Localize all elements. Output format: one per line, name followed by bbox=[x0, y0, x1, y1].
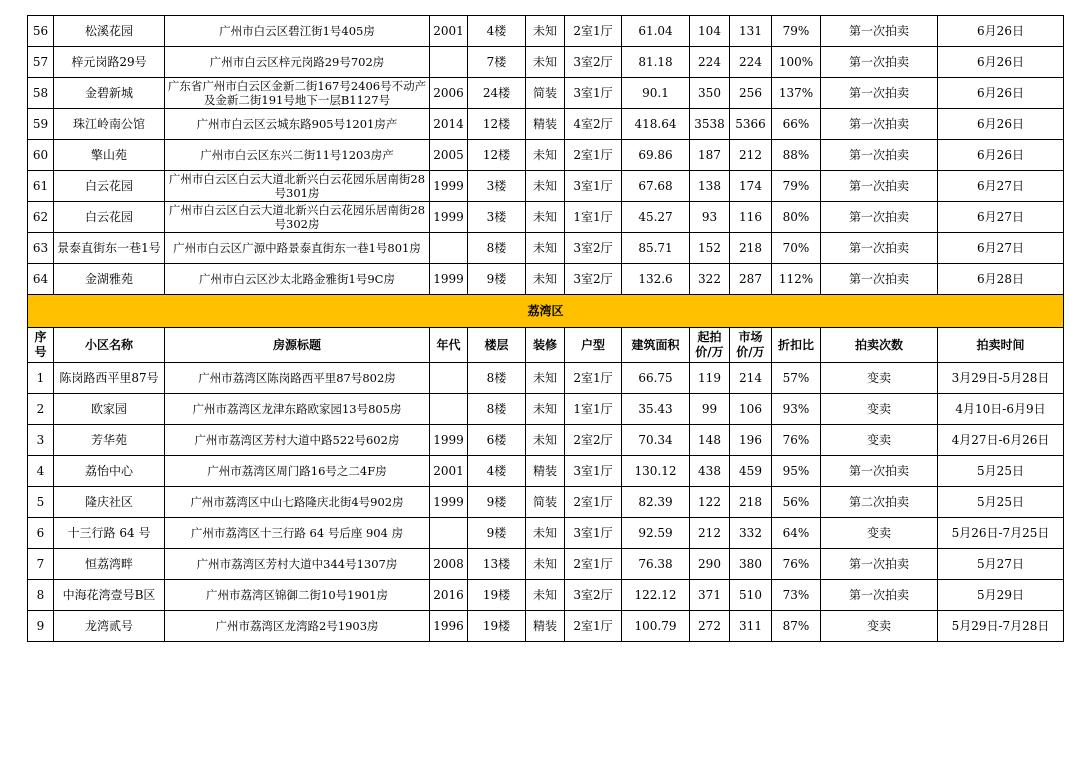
cell-layout: 3室2厅 bbox=[565, 580, 622, 611]
cell-auction-date: 6月26日 bbox=[938, 16, 1064, 47]
cell-name: 梓元岗路29号 bbox=[54, 47, 165, 78]
cell-name: 恒荔湾畔 bbox=[54, 549, 165, 580]
header-market-price: 市场价/万 bbox=[730, 328, 772, 363]
cell-year: 2006 bbox=[430, 78, 468, 109]
cell-market-price: 116 bbox=[730, 202, 772, 233]
cell-auction-date: 5月27日 bbox=[938, 549, 1064, 580]
cell-area: 61.04 bbox=[622, 16, 690, 47]
cell-start-price: 438 bbox=[690, 456, 730, 487]
cell-area: 122.12 bbox=[622, 580, 690, 611]
cell-year: 1999 bbox=[430, 171, 468, 202]
cell-auction-date: 6月26日 bbox=[938, 47, 1064, 78]
cell-deco: 未知 bbox=[526, 518, 565, 549]
cell-name: 白云花园 bbox=[54, 202, 165, 233]
cell-floor: 9楼 bbox=[468, 264, 526, 295]
table-row bbox=[28, 47, 1064, 78]
cell-area: 90.1 bbox=[622, 78, 690, 109]
table-row bbox=[28, 487, 1064, 518]
cell-start-price: 104 bbox=[690, 16, 730, 47]
table-row bbox=[28, 140, 1064, 171]
cell-name: 珠江岭南公馆 bbox=[54, 109, 165, 140]
baiyun-rows bbox=[28, 16, 1064, 295]
cell-layout: 2室2厅 bbox=[565, 425, 622, 456]
cell-area: 418.64 bbox=[622, 109, 690, 140]
cell-title: 广州市白云区白云大道北新兴白云花园乐居南街28号301房 bbox=[165, 171, 430, 202]
cell-auction-date: 4月27日-6月26日 bbox=[938, 425, 1064, 456]
cell-floor: 4楼 bbox=[468, 456, 526, 487]
cell-title: 广州市白云区东兴二街11号1203房产 bbox=[165, 140, 430, 171]
cell-market-price: 256 bbox=[730, 78, 772, 109]
cell-floor: 3楼 bbox=[468, 171, 526, 202]
cell-discount-ratio: 87% bbox=[772, 611, 821, 642]
cell-title: 广州市白云区云城东路905号1201房产 bbox=[165, 109, 430, 140]
cell-name: 芳华苑 bbox=[54, 425, 165, 456]
cell-area: 35.43 bbox=[622, 394, 690, 425]
cell-discount-ratio: 112% bbox=[772, 264, 821, 295]
cell-layout: 2室1厅 bbox=[565, 549, 622, 580]
cell-start-price: 290 bbox=[690, 549, 730, 580]
cell-no: 62 bbox=[28, 202, 54, 233]
cell-area: 81.18 bbox=[622, 47, 690, 78]
cell-floor: 19楼 bbox=[468, 611, 526, 642]
cell-year bbox=[430, 47, 468, 78]
cell-deco: 简装 bbox=[526, 487, 565, 518]
cell-discount-ratio: 79% bbox=[772, 16, 821, 47]
cell-market-price: 332 bbox=[730, 518, 772, 549]
header-layout: 户型 bbox=[565, 328, 622, 363]
cell-floor: 8楼 bbox=[468, 394, 526, 425]
table-row bbox=[28, 202, 1064, 233]
cell-market-price: 212 bbox=[730, 140, 772, 171]
cell-auction-date: 5月29日 bbox=[938, 580, 1064, 611]
cell-floor: 3楼 bbox=[468, 202, 526, 233]
cell-floor: 19楼 bbox=[468, 580, 526, 611]
cell-deco: 未知 bbox=[526, 394, 565, 425]
district-banner-row bbox=[28, 295, 1064, 328]
cell-no: 7 bbox=[28, 549, 54, 580]
cell-start-price: 148 bbox=[690, 425, 730, 456]
cell-floor: 9楼 bbox=[468, 518, 526, 549]
cell-title: 广州市荔湾区芳村大道中344号1307房 bbox=[165, 549, 430, 580]
cell-no: 57 bbox=[28, 47, 54, 78]
cell-discount-ratio: 79% bbox=[772, 171, 821, 202]
table-row bbox=[28, 16, 1064, 47]
cell-year: 2005 bbox=[430, 140, 468, 171]
table-row bbox=[28, 456, 1064, 487]
cell-discount-ratio: 66% bbox=[772, 109, 821, 140]
table-row bbox=[28, 425, 1064, 456]
cell-auction-times: 变卖 bbox=[821, 611, 938, 642]
cell-area: 66.75 bbox=[622, 363, 690, 394]
cell-deco: 未知 bbox=[526, 202, 565, 233]
cell-title: 广州市白云区沙太北路金雅街1号9C房 bbox=[165, 264, 430, 295]
cell-market-price: 5366 bbox=[730, 109, 772, 140]
cell-layout: 2室1厅 bbox=[565, 140, 622, 171]
cell-discount-ratio: 64% bbox=[772, 518, 821, 549]
table-row bbox=[28, 233, 1064, 264]
cell-title: 广州市白云区梓元岗路29号702房 bbox=[165, 47, 430, 78]
cell-year: 1999 bbox=[430, 264, 468, 295]
cell-no: 1 bbox=[28, 363, 54, 394]
header-name: 小区名称 bbox=[54, 328, 165, 363]
cell-name: 龙湾贰号 bbox=[54, 611, 165, 642]
cell-floor: 12楼 bbox=[468, 109, 526, 140]
cell-area: 82.39 bbox=[622, 487, 690, 518]
cell-title: 广州市白云区白云大道北新兴白云花园乐居南街28号302房 bbox=[165, 202, 430, 233]
table-row bbox=[28, 580, 1064, 611]
cell-discount-ratio: 76% bbox=[772, 425, 821, 456]
cell-start-price: 371 bbox=[690, 580, 730, 611]
cell-name: 十三行路 64 号 bbox=[54, 518, 165, 549]
cell-area: 76.38 bbox=[622, 549, 690, 580]
cell-floor: 4楼 bbox=[468, 16, 526, 47]
cell-start-price: 138 bbox=[690, 171, 730, 202]
cell-deco: 未知 bbox=[526, 233, 565, 264]
cell-layout: 3室2厅 bbox=[565, 264, 622, 295]
cell-layout: 3室1厅 bbox=[565, 518, 622, 549]
table-row bbox=[28, 611, 1064, 642]
cell-auction-date: 6月27日 bbox=[938, 171, 1064, 202]
cell-layout: 1室1厅 bbox=[565, 202, 622, 233]
cell-floor: 7楼 bbox=[468, 47, 526, 78]
cell-title: 广州市荔湾区陈岗路西平里87号802房 bbox=[165, 363, 430, 394]
district-name: 荔湾区 bbox=[28, 295, 1064, 328]
cell-auction-date: 3月29日-5月28日 bbox=[938, 363, 1064, 394]
cell-year: 1999 bbox=[430, 487, 468, 518]
cell-market-price: 174 bbox=[730, 171, 772, 202]
cell-title: 广州市荔湾区锦御二街10号1901房 bbox=[165, 580, 430, 611]
cell-floor: 13楼 bbox=[468, 549, 526, 580]
cell-title: 广州市荔湾区龙津东路欧家园13号805房 bbox=[165, 394, 430, 425]
cell-title: 广州市白云区碧江街1号405房 bbox=[165, 16, 430, 47]
cell-title: 广东省广州市白云区金新二街167号2406号不动产及金新二街191号地下一层B1127号 bbox=[165, 78, 430, 109]
table-row bbox=[28, 549, 1064, 580]
cell-no: 6 bbox=[28, 518, 54, 549]
cell-deco: 未知 bbox=[526, 363, 565, 394]
cell-auction-date: 6月26日 bbox=[938, 78, 1064, 109]
cell-discount-ratio: 137% bbox=[772, 78, 821, 109]
cell-title: 广州市荔湾区芳村大道中路522号602房 bbox=[165, 425, 430, 456]
cell-deco: 未知 bbox=[526, 171, 565, 202]
cell-auction-times: 第一次拍卖 bbox=[821, 233, 938, 264]
cell-no: 4 bbox=[28, 456, 54, 487]
header-year: 年代 bbox=[430, 328, 468, 363]
cell-year: 2001 bbox=[430, 16, 468, 47]
cell-floor: 8楼 bbox=[468, 363, 526, 394]
cell-discount-ratio: 100% bbox=[772, 47, 821, 78]
cell-year bbox=[430, 394, 468, 425]
cell-auction-times: 第二次拍卖 bbox=[821, 487, 938, 518]
cell-name: 擎山苑 bbox=[54, 140, 165, 171]
cell-market-price: 214 bbox=[730, 363, 772, 394]
cell-layout: 3室1厅 bbox=[565, 171, 622, 202]
cell-name: 陈岗路西平里87号 bbox=[54, 363, 165, 394]
cell-start-price: 99 bbox=[690, 394, 730, 425]
cell-discount-ratio: 57% bbox=[772, 363, 821, 394]
cell-year: 1999 bbox=[430, 425, 468, 456]
cell-year bbox=[430, 518, 468, 549]
cell-layout: 2室1厅 bbox=[565, 611, 622, 642]
cell-auction-times: 变卖 bbox=[821, 425, 938, 456]
cell-deco: 未知 bbox=[526, 580, 565, 611]
header-area: 建筑面积 bbox=[622, 328, 690, 363]
cell-auction-times: 第一次拍卖 bbox=[821, 264, 938, 295]
cell-discount-ratio: 70% bbox=[772, 233, 821, 264]
cell-layout: 3室2厅 bbox=[565, 233, 622, 264]
cell-start-price: 93 bbox=[690, 202, 730, 233]
cell-no: 58 bbox=[28, 78, 54, 109]
header-auction-times: 拍卖次数 bbox=[821, 328, 938, 363]
cell-layout: 2室1厅 bbox=[565, 363, 622, 394]
cell-layout: 3室1厅 bbox=[565, 78, 622, 109]
cell-year: 2008 bbox=[430, 549, 468, 580]
auction-listing-table bbox=[27, 15, 1064, 642]
cell-auction-times: 第一次拍卖 bbox=[821, 16, 938, 47]
liwan-rows bbox=[28, 363, 1064, 642]
cell-auction-date: 4月10日-6月9日 bbox=[938, 394, 1064, 425]
cell-no: 64 bbox=[28, 264, 54, 295]
cell-layout: 1室1厅 bbox=[565, 394, 622, 425]
cell-no: 2 bbox=[28, 394, 54, 425]
header-start-price: 起拍价/万 bbox=[690, 328, 730, 363]
column-header-row bbox=[28, 328, 1064, 363]
cell-auction-times: 变卖 bbox=[821, 394, 938, 425]
header-title: 房源标题 bbox=[165, 328, 430, 363]
cell-auction-times: 第一次拍卖 bbox=[821, 109, 938, 140]
cell-auction-times: 第一次拍卖 bbox=[821, 456, 938, 487]
cell-start-price: 187 bbox=[690, 140, 730, 171]
header-deco: 装修 bbox=[526, 328, 565, 363]
cell-auction-date: 5月25日 bbox=[938, 456, 1064, 487]
table-row bbox=[28, 109, 1064, 140]
table-row bbox=[28, 264, 1064, 295]
header-auction-date: 拍卖时间 bbox=[938, 328, 1064, 363]
cell-name: 荔怡中心 bbox=[54, 456, 165, 487]
header-no: 序号 bbox=[28, 328, 54, 363]
cell-area: 130.12 bbox=[622, 456, 690, 487]
header-discount-ratio: 折扣比 bbox=[772, 328, 821, 363]
cell-title: 广州市白云区广源中路景泰直街东一巷1号801房 bbox=[165, 233, 430, 264]
cell-title: 广州市荔湾区十三行路 64 号后座 904 房 bbox=[165, 518, 430, 549]
table-row bbox=[28, 171, 1064, 202]
cell-auction-date: 6月26日 bbox=[938, 109, 1064, 140]
cell-market-price: 218 bbox=[730, 487, 772, 518]
cell-auction-date: 6月28日 bbox=[938, 264, 1064, 295]
cell-auction-date: 5月26日-7月25日 bbox=[938, 518, 1064, 549]
cell-deco: 未知 bbox=[526, 264, 565, 295]
cell-auction-date: 5月25日 bbox=[938, 487, 1064, 518]
cell-name: 金湖雅苑 bbox=[54, 264, 165, 295]
cell-auction-times: 变卖 bbox=[821, 363, 938, 394]
cell-market-price: 311 bbox=[730, 611, 772, 642]
cell-area: 70.34 bbox=[622, 425, 690, 456]
cell-area: 100.79 bbox=[622, 611, 690, 642]
cell-no: 60 bbox=[28, 140, 54, 171]
cell-auction-times: 变卖 bbox=[821, 518, 938, 549]
cell-no: 63 bbox=[28, 233, 54, 264]
cell-auction-times: 第一次拍卖 bbox=[821, 171, 938, 202]
cell-name: 隆庆社区 bbox=[54, 487, 165, 518]
cell-start-price: 152 bbox=[690, 233, 730, 264]
cell-year: 1999 bbox=[430, 202, 468, 233]
cell-area: 67.68 bbox=[622, 171, 690, 202]
cell-market-price: 287 bbox=[730, 264, 772, 295]
cell-deco: 未知 bbox=[526, 140, 565, 171]
cell-name: 松溪花园 bbox=[54, 16, 165, 47]
table-row bbox=[28, 363, 1064, 394]
cell-year: 2016 bbox=[430, 580, 468, 611]
cell-floor: 24楼 bbox=[468, 78, 526, 109]
cell-no: 3 bbox=[28, 425, 54, 456]
cell-discount-ratio: 95% bbox=[772, 456, 821, 487]
cell-deco: 精装 bbox=[526, 456, 565, 487]
cell-area: 69.86 bbox=[622, 140, 690, 171]
cell-deco: 精装 bbox=[526, 109, 565, 140]
header-floor: 楼层 bbox=[468, 328, 526, 363]
cell-year: 2001 bbox=[430, 456, 468, 487]
cell-layout: 4室2厅 bbox=[565, 109, 622, 140]
cell-no: 9 bbox=[28, 611, 54, 642]
cell-discount-ratio: 93% bbox=[772, 394, 821, 425]
cell-name: 中海花湾壹号B区 bbox=[54, 580, 165, 611]
table-row bbox=[28, 394, 1064, 425]
table-row bbox=[28, 518, 1064, 549]
cell-market-price: 131 bbox=[730, 16, 772, 47]
cell-name: 景泰直街东一巷1号 bbox=[54, 233, 165, 264]
cell-area: 45.27 bbox=[622, 202, 690, 233]
cell-title: 广州市荔湾区龙湾路2号1903房 bbox=[165, 611, 430, 642]
cell-auction-date: 6月27日 bbox=[938, 202, 1064, 233]
cell-year bbox=[430, 233, 468, 264]
cell-discount-ratio: 73% bbox=[772, 580, 821, 611]
cell-deco: 未知 bbox=[526, 549, 565, 580]
cell-layout: 2室1厅 bbox=[565, 16, 622, 47]
cell-discount-ratio: 76% bbox=[772, 549, 821, 580]
cell-market-price: 196 bbox=[730, 425, 772, 456]
cell-area: 85.71 bbox=[622, 233, 690, 264]
cell-layout: 2室1厅 bbox=[565, 487, 622, 518]
table-row bbox=[28, 78, 1064, 109]
cell-start-price: 272 bbox=[690, 611, 730, 642]
cell-floor: 8楼 bbox=[468, 233, 526, 264]
cell-no: 8 bbox=[28, 580, 54, 611]
cell-start-price: 322 bbox=[690, 264, 730, 295]
cell-start-price: 212 bbox=[690, 518, 730, 549]
cell-discount-ratio: 80% bbox=[772, 202, 821, 233]
cell-name: 金碧新城 bbox=[54, 78, 165, 109]
cell-auction-date: 6月26日 bbox=[938, 140, 1064, 171]
cell-auction-times: 第一次拍卖 bbox=[821, 549, 938, 580]
cell-start-price: 224 bbox=[690, 47, 730, 78]
cell-deco: 未知 bbox=[526, 16, 565, 47]
cell-market-price: 224 bbox=[730, 47, 772, 78]
cell-floor: 9楼 bbox=[468, 487, 526, 518]
cell-deco: 精装 bbox=[526, 611, 565, 642]
cell-market-price: 218 bbox=[730, 233, 772, 264]
cell-deco: 未知 bbox=[526, 425, 565, 456]
cell-year: 1996 bbox=[430, 611, 468, 642]
cell-year: 2014 bbox=[430, 109, 468, 140]
cell-deco: 未知 bbox=[526, 47, 565, 78]
cell-auction-date: 6月27日 bbox=[938, 233, 1064, 264]
cell-no: 5 bbox=[28, 487, 54, 518]
cell-area: 92.59 bbox=[622, 518, 690, 549]
cell-no: 61 bbox=[28, 171, 54, 202]
cell-discount-ratio: 56% bbox=[772, 487, 821, 518]
cell-name: 欧家园 bbox=[54, 394, 165, 425]
cell-floor: 12楼 bbox=[468, 140, 526, 171]
cell-market-price: 510 bbox=[730, 580, 772, 611]
cell-layout: 3室2厅 bbox=[565, 47, 622, 78]
cell-auction-times: 第一次拍卖 bbox=[821, 47, 938, 78]
cell-name: 白云花园 bbox=[54, 171, 165, 202]
cell-start-price: 122 bbox=[690, 487, 730, 518]
cell-auction-times: 第一次拍卖 bbox=[821, 580, 938, 611]
cell-no: 59 bbox=[28, 109, 54, 140]
cell-auction-times: 第一次拍卖 bbox=[821, 202, 938, 233]
cell-deco: 简装 bbox=[526, 78, 565, 109]
cell-title: 广州市荔湾区中山七路隆庆北街4号902房 bbox=[165, 487, 430, 518]
cell-auction-times: 第一次拍卖 bbox=[821, 140, 938, 171]
cell-discount-ratio: 88% bbox=[772, 140, 821, 171]
cell-year bbox=[430, 363, 468, 394]
cell-auction-times: 第一次拍卖 bbox=[821, 78, 938, 109]
cell-layout: 3室1厅 bbox=[565, 456, 622, 487]
cell-start-price: 119 bbox=[690, 363, 730, 394]
cell-start-price: 3538 bbox=[690, 109, 730, 140]
cell-area: 132.6 bbox=[622, 264, 690, 295]
cell-market-price: 459 bbox=[730, 456, 772, 487]
cell-floor: 6楼 bbox=[468, 425, 526, 456]
cell-market-price: 106 bbox=[730, 394, 772, 425]
cell-auction-date: 5月29日-7月28日 bbox=[938, 611, 1064, 642]
cell-start-price: 350 bbox=[690, 78, 730, 109]
cell-title: 广州市荔湾区周门路16号之二4F房 bbox=[165, 456, 430, 487]
cell-no: 56 bbox=[28, 16, 54, 47]
cell-market-price: 380 bbox=[730, 549, 772, 580]
